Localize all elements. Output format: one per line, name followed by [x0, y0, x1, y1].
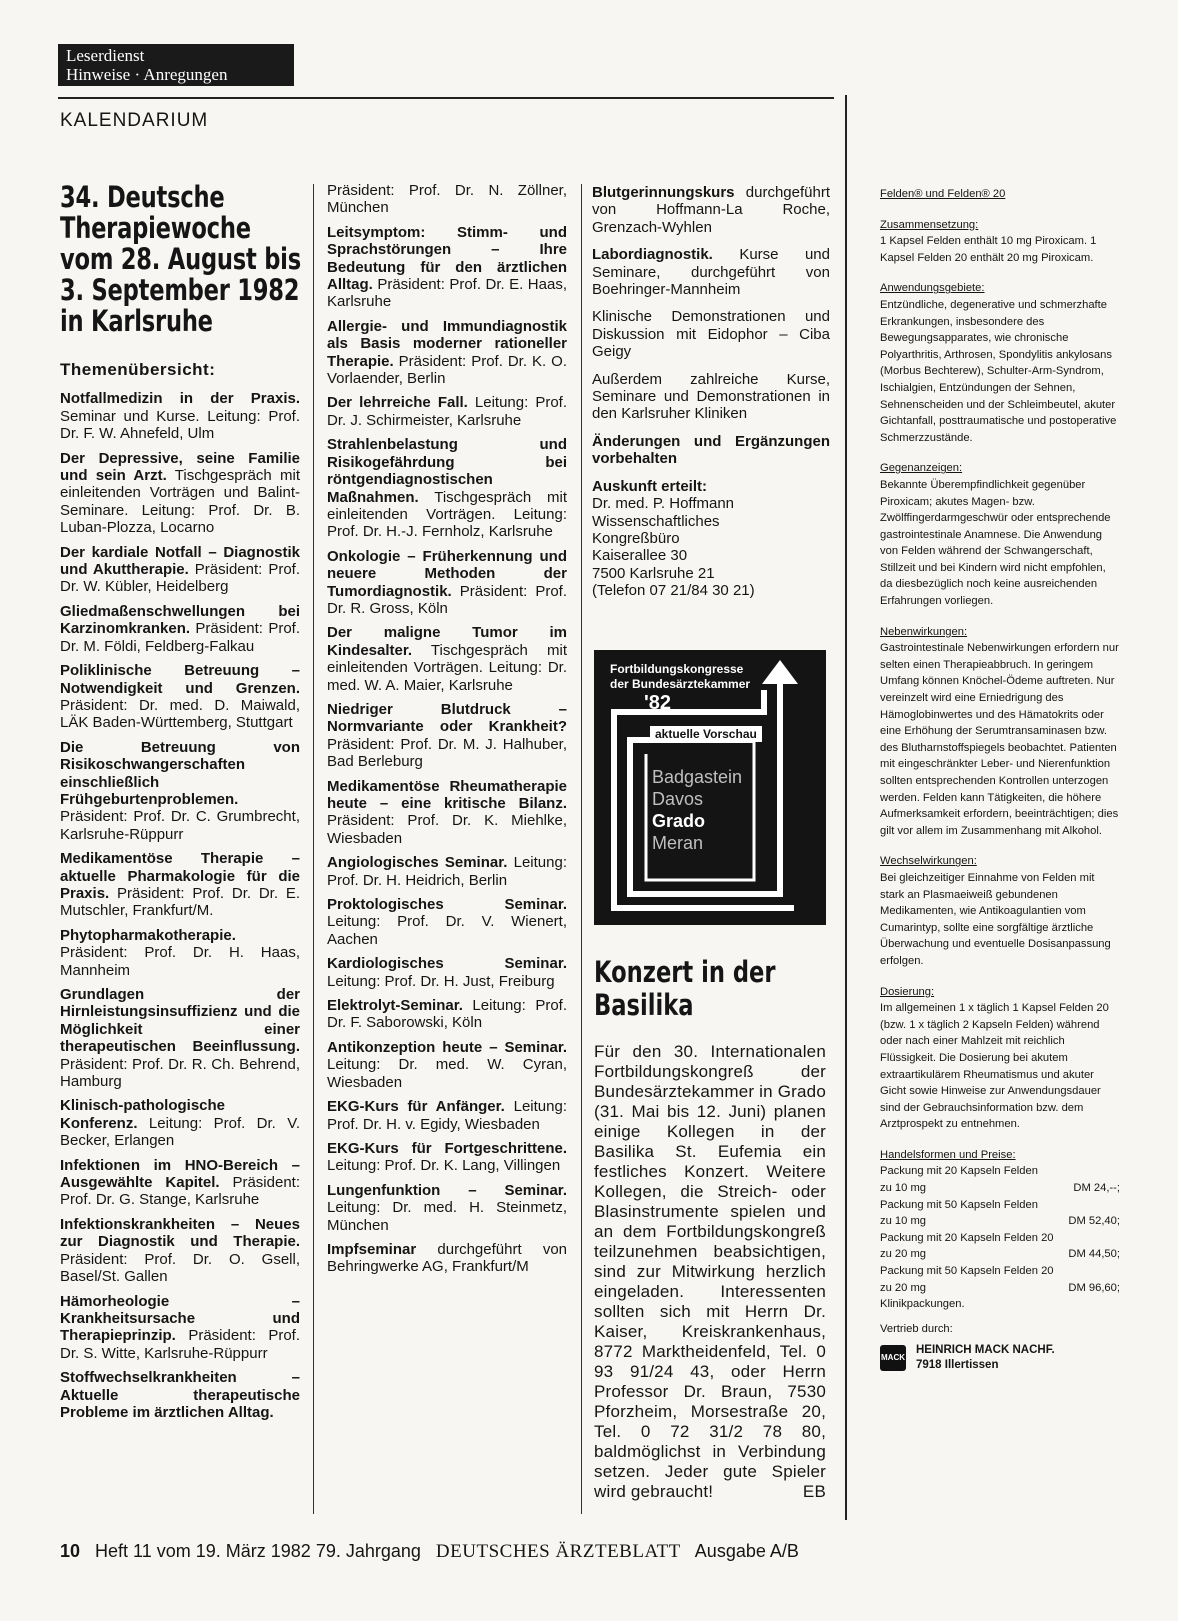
- topic-entry: [60, 986, 300, 1090]
- congress-advertisement: [594, 650, 826, 925]
- topic-entry: [60, 1097, 300, 1149]
- topic-entry: [60, 1293, 300, 1363]
- topic-text: Tischgespräch mit einleitenden Vorträgen und Balint-Seminare. Leitung: Prof. Dr. B. Luban-Plozza, Locarno: [60, 467, 300, 537]
- ad-city: Badgastein: [652, 767, 743, 787]
- pharma-section-heading: Dosierung:: [880, 985, 935, 998]
- vertrieb-label: Vertrieb durch:: [880, 1322, 953, 1335]
- topic-text: Präsident: Prof. Dr. M. Földi, Feldberg-Falkau: [60, 620, 300, 655]
- topic-entry: [592, 184, 830, 236]
- column-separator-1: [313, 184, 314, 1514]
- price-value: DM 96,60;: [1068, 1281, 1120, 1294]
- price-dose: zu 10 mg: [880, 1182, 927, 1195]
- section-label: KALENDARIUM: [60, 110, 209, 131]
- topic-text: Präsident: Prof. Dr. O. Gsell, Basel/St. Gallen: [60, 1250, 300, 1286]
- topic-entry: [60, 1216, 300, 1286]
- topic-entry: [60, 390, 300, 442]
- price-row: [880, 1246, 1120, 1263]
- topic-text: Leitung: Prof. Dr. H. v. Egidy, Wiesbaden: [327, 1098, 567, 1133]
- topic-entry: [60, 450, 300, 537]
- topic-entry: [327, 394, 567, 429]
- topic-text: Leitung: Dr. med. H. Steinmetz, München: [327, 1199, 567, 1234]
- article-headline: 34. Deutsche Therapiewoche vom 28. August bis 3. September 1982 in Karlsruhe: [60, 180, 301, 338]
- ad-city: Grado: [652, 811, 706, 831]
- pharma-section-heading: Zusammensetzung:: [880, 218, 979, 231]
- topic-entry: [327, 1098, 567, 1133]
- price-label: Packung mit 50 Kapseln Felden: [880, 1198, 1038, 1211]
- topic-text: Kurse und Seminare, durchgeführt von Boehringer-Mannheim: [592, 246, 830, 299]
- column-1: [60, 182, 300, 1428]
- company-text: [916, 1343, 1055, 1373]
- topic-entry: [60, 927, 300, 979]
- topic-entry: [327, 182, 567, 217]
- konzert-article: [594, 952, 826, 1502]
- topic-text: Seminar und Kurse. Leitung: Prof. Dr. F. W. Ahnefeld, Ulm: [60, 407, 300, 443]
- topic-entry: [327, 224, 567, 311]
- topic-text: Präsident: Prof. Dr. C. Grumbrecht, Karlsruhe-Rüppurr: [60, 808, 300, 843]
- topic-title: Infektionen im HNO-Bereich – Ausgewählte Kapitel.: [60, 1156, 300, 1192]
- topic-title: Blutgerinnungskurs: [592, 184, 735, 201]
- topic-text: Leitung: Prof. Dr. F. Saborowski, Köln: [327, 997, 567, 1032]
- price-value: DM 44,50;: [1068, 1248, 1120, 1261]
- topic-title: Stoffwechselkrankheiten – Aktuelle therapeutische Probleme im ärztlichen Alltag.: [60, 1369, 300, 1421]
- topic-title: Der lehrreiche Fall.: [327, 394, 468, 412]
- topic-text: Leitung: Prof. Dr. H. Just, Freiburg: [327, 972, 555, 990]
- topic-entry: [327, 548, 567, 618]
- price-label: Packung mit 20 Kapseln Felden: [880, 1165, 1038, 1178]
- topic-text: Leitung: Prof. Dr. J. Schirmeister, Karlsruhe: [327, 394, 567, 429]
- konzert-body: Für den 30. Internationalen Fortbildungskongreß der Bundesärztekammer in Grado (31. Mai bis 12. Juni) planen einige Kollegen in der Basilika St. Eufemia ein festliches Konzert. Weitere Kollegen, die Streich- oder Blasinstrumente spielen und an dem Fortbildungskongreß teilzunehmen beabsichtigen, sind zur Mitwirkung herzlich eingeladen. Interessenten sollten sich mit Herrn Dr. Kaiser, Kreiskrankenhaus, 8772 Marktheidenfeld, Tel. 0 93 91/24 43, oder Herrn Professor Dr. Braun, 7530 Pforzheim, Morsestraße 20, Tel. 0 72 31/2 78 80, baldmöglichst in Verbindung setzen. Jeder gute Spieler wird gebraucht!: [594, 1042, 826, 1501]
- topic-title: Medikamentöse Rheumatherapie heute – eine kritische Bilanz.: [327, 777, 567, 812]
- topic-text: Leitung: Prof. Dr. K. Lang, Villingen: [327, 1157, 561, 1175]
- contact-line: Kongreßbüro: [592, 529, 680, 547]
- topic-title: Impfseminar: [327, 1240, 417, 1258]
- topic-text: Präsident: Prof. Dr. W. Kübler, Heidelberg: [60, 561, 300, 596]
- topic-entry: [60, 1369, 300, 1421]
- price-list: [880, 1163, 1120, 1296]
- column-3: [592, 184, 830, 610]
- topic-entry: [592, 371, 830, 423]
- topic-text: Präsident: Prof. Dr. R. Ch. Behrend, Hamburg: [60, 1055, 300, 1091]
- topic-entry: [327, 1039, 567, 1091]
- contact-line: 7500 Karlsruhe 21: [592, 564, 715, 582]
- ad-city: Meran: [652, 833, 704, 853]
- topic-title: EKG-Kurs für Fortgeschrittene.: [327, 1139, 567, 1157]
- company-logo: MACK: [880, 1345, 906, 1371]
- pharma-section-heading: Nebenwirkungen:: [880, 625, 968, 638]
- topic-text: Präsident: Prof. Dr. Dr. E. Mutschler, Frankfurt/M.: [60, 884, 300, 920]
- topic-title: Proktologisches Seminar.: [327, 896, 567, 914]
- contact-line: (Telefon 07 21/84 30 21): [592, 582, 755, 600]
- magazine-name: DEUTSCHES ÄRZTEBLATT: [435, 1541, 681, 1562]
- topic-title: Kardiologisches Seminar.: [327, 955, 567, 973]
- topic-text: Präsident: Prof. Dr. K. O. Vorlaender, Berlin: [327, 352, 567, 388]
- topic-title: Elektrolyt-Seminar.: [327, 997, 463, 1015]
- pharma-section-text: Bekannte Überempfindlichkeit gegenüber Piroxicam; akutes Magen- bzw. Zwölffingerdarmgeschwür oder entsprechende gastrointestinale Anamnese. Die Anwendung von Felden während der Schwangerschaft, Stillzeit und bei Kindern wird nicht empfohlen, da diesbezüglich noch keine ausreichenden Erfahrungen vorliegen.: [880, 478, 1111, 608]
- topic-text: Tischgespräch mit einleitenden Vorträgen. Leitung: Prof. Dr. H.-J. Fernholz, Karlsruhe: [327, 488, 567, 541]
- contact-line: Dr. med. P. Hoffmann: [592, 495, 735, 513]
- topic-title: Phytopharmakotherapie.: [60, 926, 236, 944]
- topic-title: Lungenfunktion – Seminar.: [327, 1181, 567, 1199]
- topic-title: EKG-Kurs für Anfänger.: [327, 1098, 505, 1116]
- topic-entry: [592, 433, 830, 468]
- topic-text: Außerdem zahlreiche Kurse, Seminare und Demonstrationen in den Karlsruher Kliniken: [592, 370, 830, 423]
- topic-title: Leitsymptom: Stimm- und Sprachstörungen – Ihre Bedeutung für den ärztlichen Alltag.: [327, 223, 567, 294]
- topic-text: Präsident: Prof. Dr. E. Haas, Karlsruhe: [327, 276, 567, 311]
- ad-preview-label: aktuelle Vorschau: [650, 726, 762, 742]
- topic-text: Leitung: Prof. Dr. V. Becker, Erlangen: [60, 1114, 300, 1150]
- price-dose: zu 10 mg: [880, 1215, 927, 1228]
- price-label: Packung mit 50 Kapseln Felden 20: [880, 1265, 1054, 1278]
- topic-entry: [60, 603, 300, 655]
- topic-entry: [327, 1241, 567, 1276]
- price-dose: zu 20 mg: [880, 1281, 927, 1294]
- topic-text: Präsident: Prof. Dr. H. Haas, Mannheim: [60, 944, 300, 979]
- topic-text: Präsident: Dr. med. D. Maiwald, LÄK Baden-Württemberg, Stuttgart: [60, 696, 300, 732]
- topic-entry: [327, 318, 567, 388]
- topic-entry: [327, 1140, 567, 1175]
- topic-entry: [592, 246, 830, 298]
- topic-text: Präsident: Prof. Dr. M. J. Halhuber, Bad Berleburg: [327, 735, 567, 771]
- topic-title: Onkologie – Früherkennung und neuere Methoden der Tumordiagnostik.: [327, 547, 567, 600]
- topic-title: Der Depressive, seine Familie und sein Arzt.: [60, 449, 300, 485]
- topic-text: Präsident: Prof. Dr. K. Miehlke, Wiesbaden: [327, 812, 567, 847]
- pharma-section-text: Bei gleichzeitiger Einnahme von Felden mit stark an Plasmaeiweiß gebundenen Medikamenten, wie Antikoagulantien vom Cumarintyp, sollte eine sorgfältige ärztliche Überwachung und eventuelle Dosisanpassung erfolgen.: [880, 871, 1111, 967]
- topic-text: Leitung: Prof. Dr. H. Heidrich, Berlin: [327, 854, 567, 889]
- ad-city-list: [652, 766, 742, 854]
- topic-entry: [327, 1182, 567, 1234]
- topic-title: Änderungen und Ergänzungen vorbehalten: [592, 432, 830, 468]
- topic-title: Der maligne Tumor im Kindesalter.: [327, 624, 567, 659]
- price-value: DM 24,--;: [1073, 1182, 1120, 1195]
- topic-entry: [60, 739, 300, 843]
- section-header-box: [58, 44, 294, 86]
- prices-heading: Handelsformen und Preise:: [880, 1148, 1016, 1161]
- topics-list-3: [592, 184, 830, 468]
- price-dose: zu 20 mg: [880, 1248, 927, 1261]
- topic-entry: [327, 854, 567, 889]
- topic-title: Allergie- und Immundiagnostik als Basis moderner rationeller Therapie.: [327, 317, 567, 370]
- topic-text: Tischgespräch mit einleitenden Vorträgen. Leitung: Dr. med. W. A. Maier, Karlsruhe: [327, 641, 567, 694]
- ad-title: [610, 662, 750, 692]
- contact-line: Kaiserallee 30: [592, 547, 688, 565]
- contact-line: Wissenschaftliches: [592, 512, 720, 530]
- company-city: 7918 Illertissen: [916, 1359, 999, 1372]
- page-footer: [60, 1541, 799, 1563]
- header-line-1: Leserdienst: [66, 46, 145, 65]
- company-name: HEINRICH MACK NACHF.: [916, 1344, 1055, 1357]
- clinic-packaging: Klinikpackungen.: [880, 1298, 965, 1311]
- topic-text: Leitung: Prof. Dr. V. Wienert, Aachen: [327, 913, 567, 948]
- topic-title: Labordiagnostik.: [592, 246, 713, 264]
- topic-text: Präsident: Prof. Dr. R. Gross, Köln: [327, 582, 567, 617]
- column-2: [327, 182, 567, 1283]
- contact-title: Auskunft erteilt:: [592, 477, 708, 495]
- ad-city: Davos: [652, 789, 704, 809]
- topics-subheading: Themenübersicht:: [60, 360, 216, 379]
- topic-text: Präsident: Prof. Dr. S. Witte, Karlsruhe-Rüppurr: [60, 1327, 300, 1362]
- topic-entry: [60, 662, 300, 732]
- topic-title: Grundlagen der Hirnleistungsinsuffizienz und die Möglichkeit einer therapeutischen Beeinflussung.: [60, 986, 300, 1056]
- pharma-section-text: Entzündliche, degenerative und schmerzhafte Erkrankungen, insbesondere des Bewegungsapparates, wie chronische Polyarthritis, Arthrosen, Spondylitis ankylosans (Morbus Bechterew), Schulter-Arm-Syndrom, Ischialgien, Entzündungen der Sehnen, Sehnenscheiden und der Schleimbeutel, akuter Gichtanfall, posttraumatische und postoperative Schmerzzustände.: [880, 298, 1117, 444]
- topic-entry: [327, 778, 567, 848]
- ad-title-line-1: Fortbildungskongresse: [610, 662, 744, 676]
- topic-title: Infektionskrankheiten – Neues zur Diagnostik und Therapie.: [60, 1215, 300, 1251]
- topic-entry: [60, 850, 300, 920]
- topic-text: Präsident: Prof. Dr. N. Zöllner, München: [327, 182, 567, 217]
- topic-entry: [327, 701, 567, 771]
- topic-title: Strahlenbelastung und Risikogefährdung bei röntgendiagnostischen Maßnahmen.: [327, 436, 567, 506]
- ad-title-line-2: der Bundesärztekammer: [610, 677, 751, 691]
- pharma-section-text: Gastrointestinale Nebenwirkungen erfordern nur selten einen Therapieabbruch. In geringem Umfang können Knöchel-Ödeme auftreten. Nur vereinzelt wird eine Erniedrigung des Hämoglobinwertes und des Hämatokrits oder eine Erhöhung der Serumtransaminasen bzw. des Blutharnstoffspiegels beobachtet. Patienten mit eingeschränkter Leber- und Nierenfunktion sollten entsprechenden Kontrollen unterzogen werden. Felden kann Tätigkeiten, die höhere Aufmerksamkeit erfordern, beeinträchtigen; dies gilt vor allem im Zusammenhang mit Alkohol.: [880, 642, 1119, 837]
- pharma-section-heading: Anwendungsgebiete:: [880, 282, 985, 295]
- price-row: [880, 1180, 1120, 1197]
- vertical-rule: [845, 95, 847, 1520]
- topic-entry: [60, 1157, 300, 1209]
- contact-block: [592, 478, 830, 600]
- price-row: [880, 1280, 1120, 1297]
- header-line-2: Hinweise · Anregungen: [66, 65, 228, 84]
- topics-list-2: [327, 182, 567, 1276]
- topic-title: Die Betreuung von Risikoschwangerschaften einschließlich Frühgeburtenproblemen.: [60, 738, 300, 808]
- topic-entry: [592, 308, 830, 360]
- pharma-sections: [880, 217, 1120, 1133]
- topic-title: Angiologisches Seminar.: [327, 854, 508, 872]
- price-value: DM 52,40;: [1068, 1215, 1120, 1228]
- topic-entry: [327, 955, 567, 990]
- konzert-signature: EB: [802, 1482, 826, 1501]
- price-label: Packung mit 20 Kapseln Felden 20: [880, 1231, 1054, 1244]
- top-rule: [58, 97, 834, 99]
- topic-title: Medikamentöse Therapie – aktuelle Pharmakologie für die Praxis.: [60, 850, 300, 902]
- pharma-section-text: Im allgemeinen 1 x täglich 1 Kapsel Felden 20 (bzw. 1 x täglich 2 Kapseln Felden) während oder nach einer Mahlzeit mit reichlich Flüssigkeit. Die Dosierung bei akutem extraartikulärem Rheumatismus und akuter Gicht sowie Hinweise zur Anwendungsdauer sind der Gebrauchsinformation bzw. dem Arztprospekt zu entnehmen.: [880, 1002, 1109, 1131]
- topic-text: durchgeführt von Behringwerke AG, Frankfurt/M: [327, 1240, 568, 1276]
- topic-entry: [327, 624, 567, 694]
- pharma-section-heading: Gegenanzeigen:: [880, 462, 963, 475]
- topics-list-1: [60, 390, 300, 1421]
- issue-info: Heft 11 vom 19. März 1982 79. Jahrgang: [95, 1541, 421, 1561]
- topic-title: Gliedmaßenschwellungen bei Karzinomkranken.: [60, 602, 300, 638]
- topic-text: Präsident: Prof. Dr. G. Stange, Karlsruhe: [60, 1174, 300, 1209]
- topic-entry: [60, 544, 300, 596]
- topic-text: durchgeführt von Hoffmann-La Roche, Grenzach-Wyhlen: [592, 184, 830, 236]
- pharma-title: Felden® und Felden® 20: [880, 188, 1006, 200]
- topic-title: Poliklinische Betreuung – Notwendigkeit und Grenzen.: [60, 662, 300, 697]
- topic-entry: [327, 436, 567, 540]
- topic-entry: [327, 997, 567, 1032]
- topic-title: Antikonzeption heute – Seminar.: [327, 1038, 567, 1056]
- company-block: [880, 1343, 1120, 1373]
- price-row: [880, 1213, 1120, 1230]
- topic-title: Hämorheologie – Krankheitsursache und Therapieprinzip.: [60, 1292, 300, 1345]
- topic-title: Klinisch-pathologische Konferenz.: [60, 1097, 226, 1132]
- pharma-section-text: 1 Kapsel Felden enthält 10 mg Piroxicam. 1 Kapsel Felden 20 enthält 20 mg Piroxicam.: [880, 235, 1097, 264]
- pharma-info-column: [880, 186, 1120, 1373]
- pharma-section-heading: Wechselwirkungen:: [880, 855, 977, 868]
- konzert-headline: Konzert in der Basilika: [594, 955, 776, 1022]
- topic-text: Leitung: Dr. med. W. Cyran, Wiesbaden: [327, 1056, 567, 1091]
- edition-info: Ausgabe A/B: [694, 1541, 799, 1561]
- page-number: 10: [60, 1541, 81, 1561]
- topic-text: Klinische Demonstrationen und Diskussion mit Eidophor – Ciba Geigy: [592, 308, 830, 361]
- topic-entry: [327, 896, 567, 948]
- topic-title: Notfallmedizin in der Praxis.: [60, 390, 300, 408]
- topic-title: Der kardiale Notfall – Diagnostik und Akuttherapie.: [60, 543, 300, 579]
- topic-title: Niedriger Blutdruck – Normvariante oder Krankheit?: [327, 700, 567, 736]
- column-separator-2: [581, 184, 582, 1514]
- ad-year: '82: [644, 692, 672, 714]
